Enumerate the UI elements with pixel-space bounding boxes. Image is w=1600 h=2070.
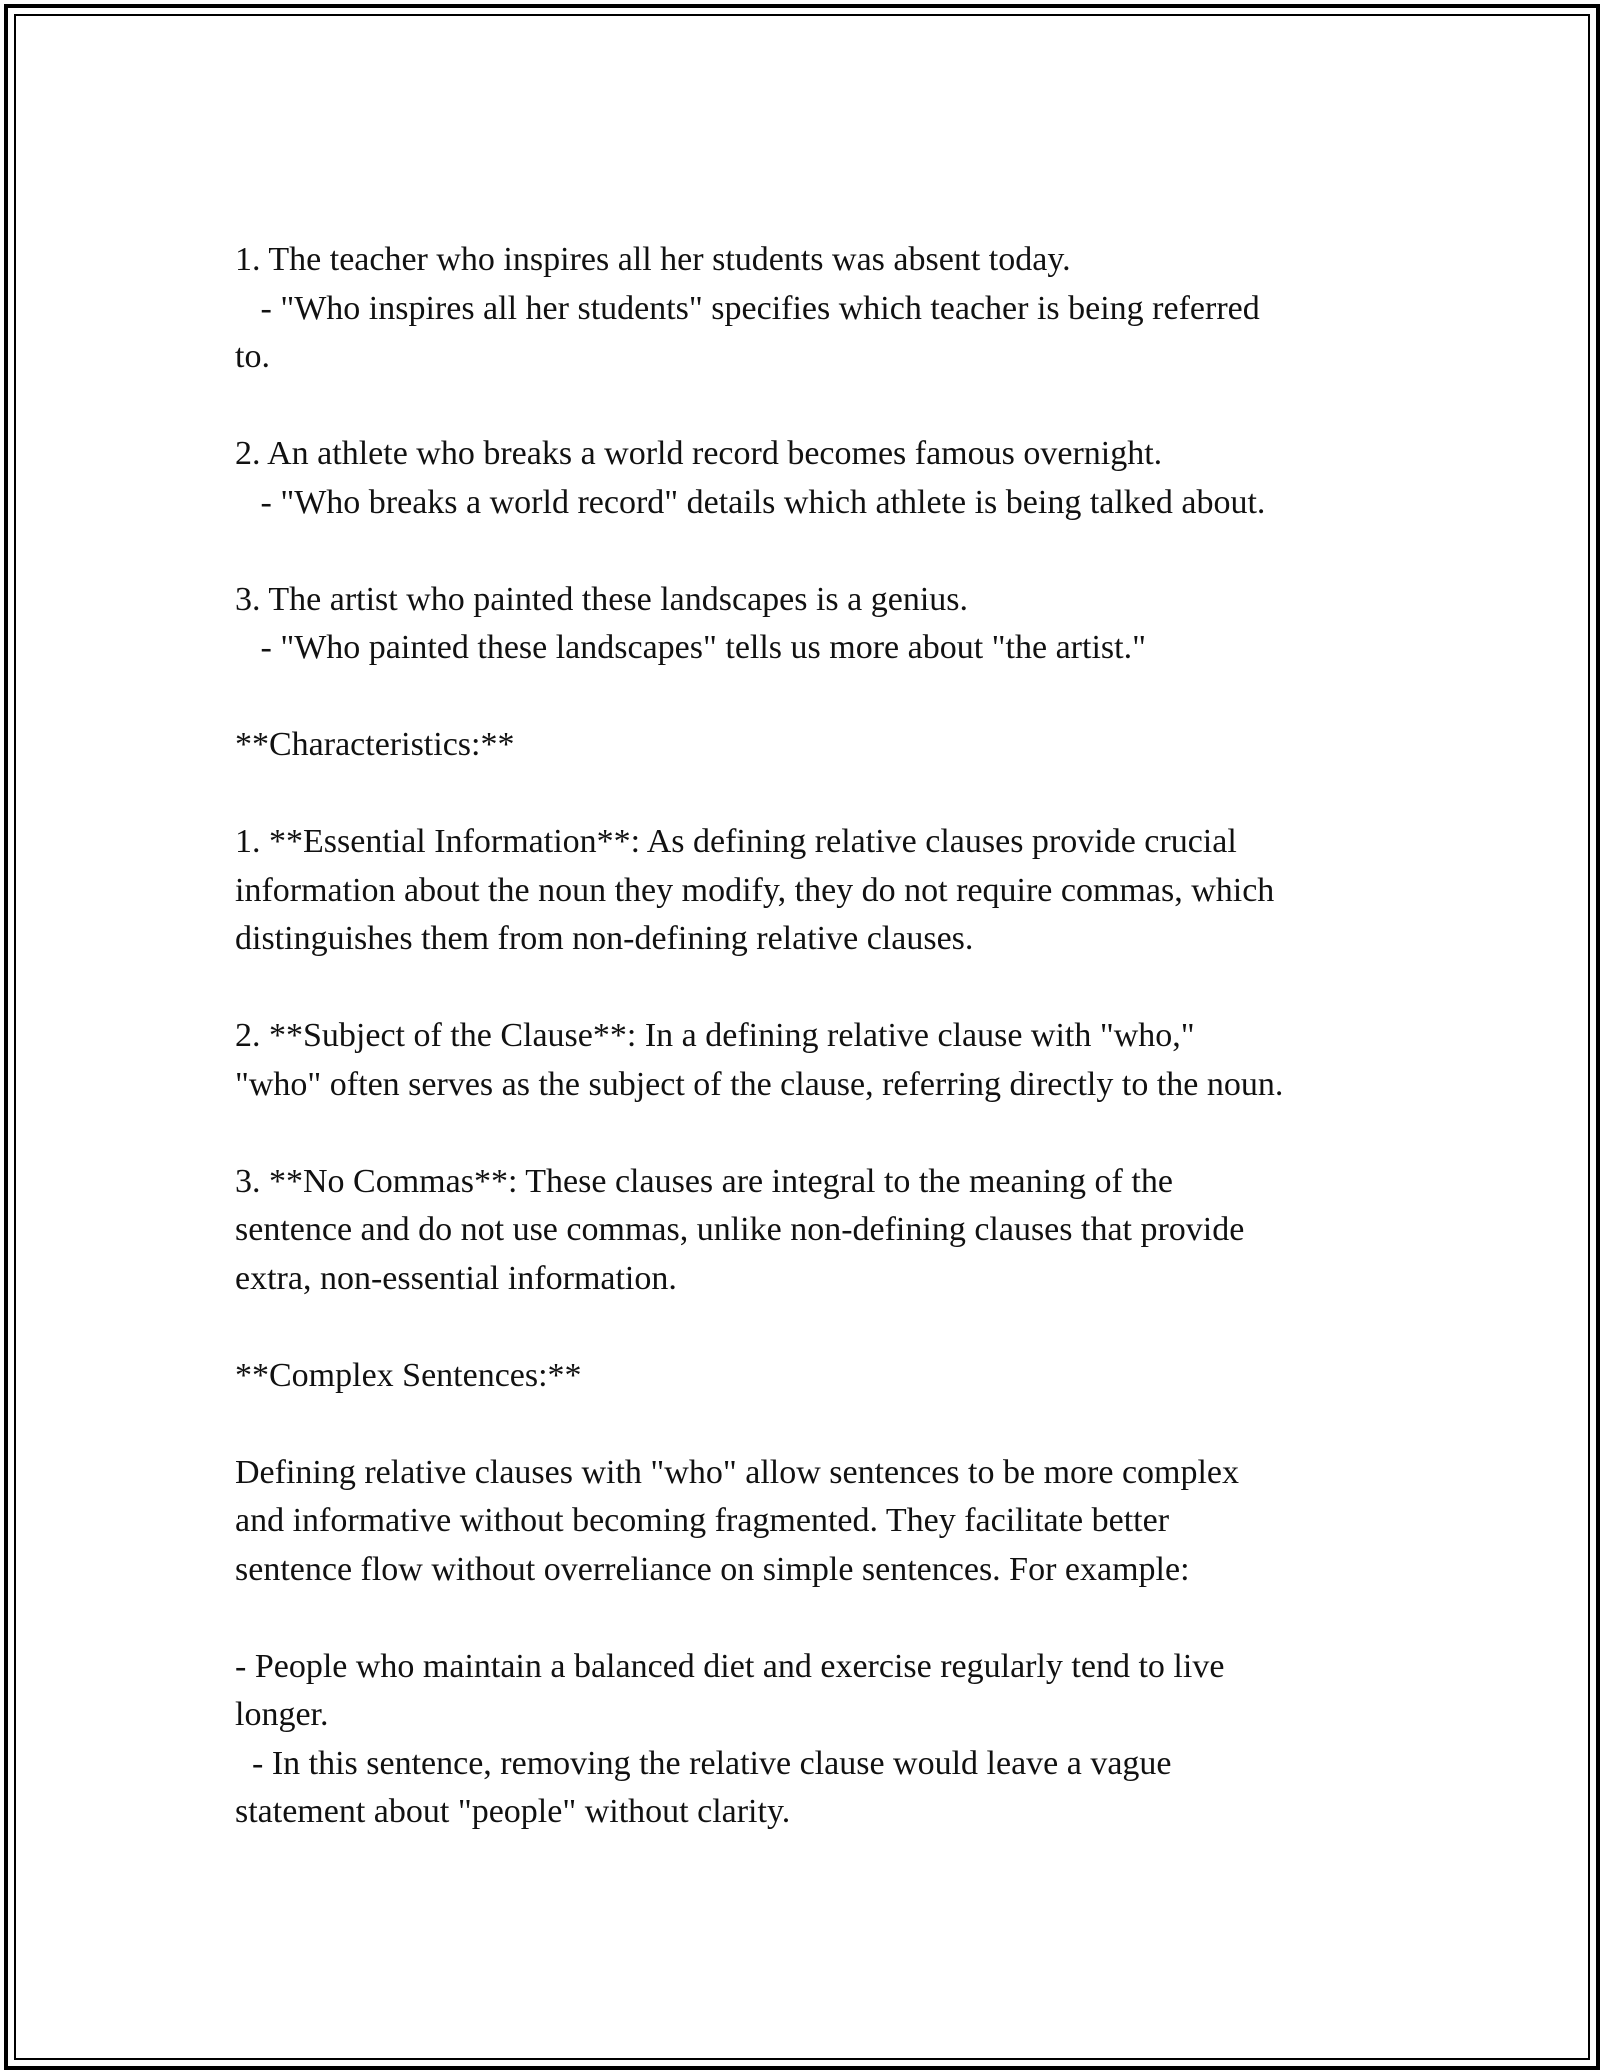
- example-note: to.: [235, 338, 270, 375]
- example-2: [235, 430, 1375, 527]
- characteristic-text: extra, non-essential information.: [235, 1259, 677, 1297]
- characteristic-text: 3. **No Commas**: These clauses are integral to the meaning of the: [235, 1162, 1173, 1200]
- characteristic-text: 1. **Essential Information**: As defining relative clauses provide crucial: [235, 823, 1237, 860]
- example-note: statement about "people" without clarity.: [235, 1793, 791, 1830]
- paragraph-spacer: [235, 770, 1375, 819]
- example-note: - "Who inspires all her students" specifies which teacher is being referred: [235, 289, 1260, 327]
- example-sentence: 2. An athlete who breaks a world record becomes famous overnight.: [235, 435, 1163, 472]
- characteristic-text: distinguishes them from non-defining relative clauses.: [235, 920, 974, 957]
- paragraph-spacer: [235, 527, 1375, 576]
- paragraph-text: Defining relative clauses with "who" allow sentences to be more complex: [235, 1453, 1240, 1491]
- paragraph-text: and informative without becoming fragmented. They facilitate better: [235, 1502, 1170, 1539]
- paragraph-spacer: [235, 1594, 1375, 1643]
- characteristic-1: [235, 818, 1375, 964]
- complex-paragraph: [235, 1449, 1375, 1595]
- example-3: [235, 576, 1375, 673]
- paragraph-spacer: [235, 673, 1375, 722]
- example-1: [235, 236, 1375, 382]
- paragraph-spacer: [235, 1303, 1375, 1352]
- characteristic-2: [235, 1012, 1375, 1109]
- example-note: - "Who painted these landscapes" tells us more about "the artist.": [235, 629, 1146, 666]
- characteristic-3: [235, 1158, 1375, 1304]
- characteristic-text: "who" often serves as the subject of the clause, referring directly to the noun.: [235, 1065, 1284, 1103]
- example-sentence: 1. The teacher who inspires all her students was absent today.: [235, 241, 1071, 278]
- paragraph-spacer: [235, 1400, 1375, 1449]
- characteristic-text: 2. **Subject of the Clause**: In a defining relative clause with "who,": [235, 1017, 1195, 1054]
- paragraph-text: sentence flow without overreliance on simple sentences. For example:: [235, 1550, 1190, 1588]
- characteristics-heading: **Characteristics:**: [235, 726, 515, 763]
- example-note: - "Who breaks a world record" details which athlete is being talked about.: [235, 483, 1266, 521]
- characteristic-text: sentence and do not use commas, unlike non-defining clauses that provide: [235, 1211, 1245, 1248]
- example-text: longer.: [235, 1696, 329, 1733]
- characteristic-text: information about the noun they modify, they do not require commas, which: [235, 871, 1275, 909]
- paragraph-spacer: [235, 382, 1375, 431]
- complex-example: [235, 1643, 1375, 1837]
- paragraph-spacer: [235, 964, 1375, 1013]
- example-note: - In this sentence, removing the relative clause would leave a vague: [235, 1744, 1172, 1782]
- complex-sentences-heading: **Complex Sentences:**: [235, 1356, 582, 1394]
- example-text: - People who maintain a balanced diet and exercise regularly tend to live: [235, 1647, 1225, 1685]
- paragraph-spacer: [235, 1109, 1375, 1158]
- example-sentence: 3. The artist who painted these landscapes is a genius.: [235, 580, 969, 618]
- document-body: [235, 236, 1375, 1837]
